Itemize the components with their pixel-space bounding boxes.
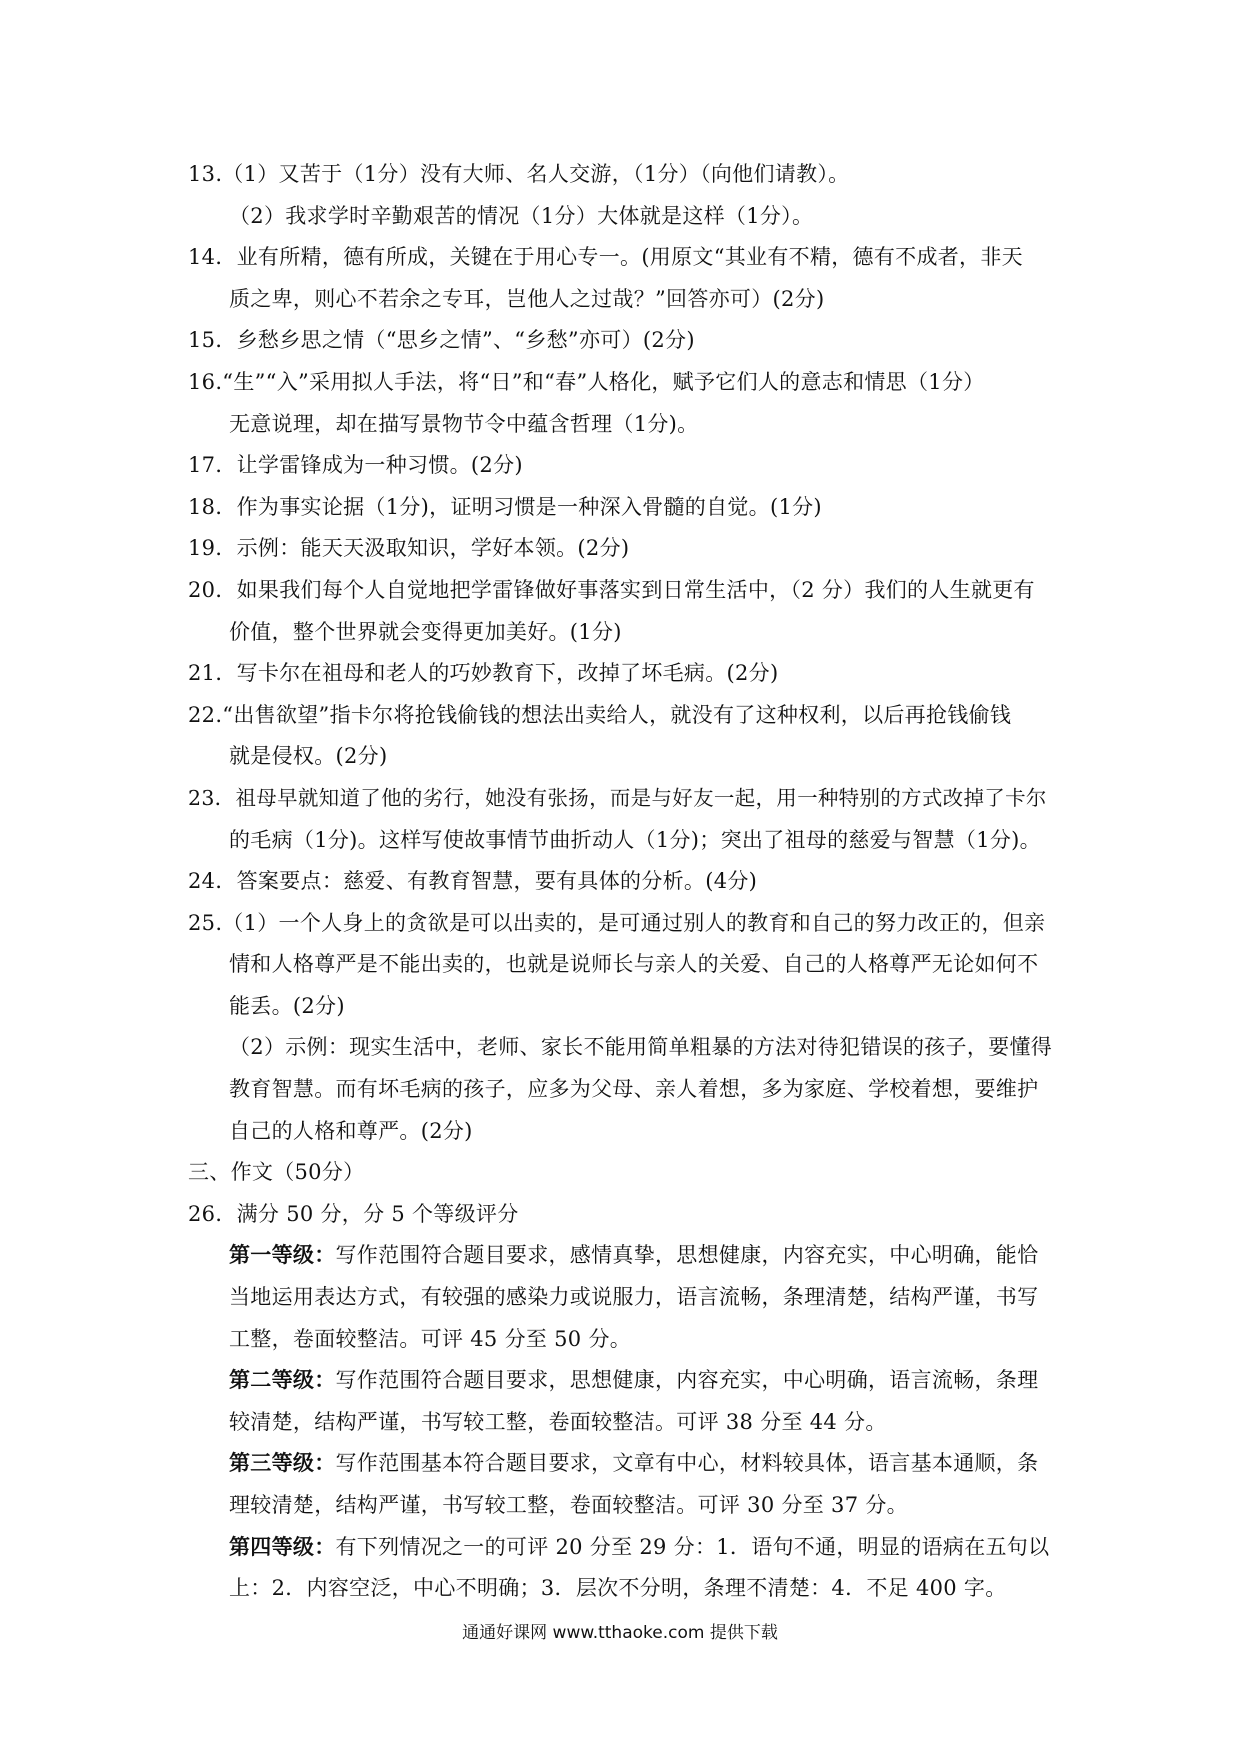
answer-21: 21．写卡尔在祖母和老人的巧妙教育下，改掉了坏毛病。(2分) [188,661,779,686]
answer-25-2-cont: 自己的人格和尊严。(2分) [229,1118,473,1143]
grade-4 [188,1527,1058,1569]
answer-25-2-cont: 教育智慧。而有坏毛病的孩子，应多为父母、亲人着想，多为家庭、学校着想，要维护 [229,1077,1039,1102]
grade-2-text: 写作范围符合题目要求，思想健康，内容充实，中心明确，语言流畅，条理 [335,1368,1039,1393]
grade-1-cont: 当地运用表达方式，有较强的感染力或说服力，语言流畅，条理清楚，结构严谨，书写 [229,1285,1039,1310]
grade-3-cont: 理较清楚，结构严谨，书写较工整，卷面较整洁。可评 30 分至 37 分。 [229,1493,908,1517]
grade-2 [188,1360,1058,1402]
answer-13-2: （2）我求学时辛勤艰苦的情况（1分）大体就是这样（1分）。 [229,203,814,228]
page-footer: 通通好课网 www.tthaoke.com 提供下载 [462,1623,778,1643]
grade-3 [188,1443,1058,1485]
section-heading-essay: 三、作文（50分） [188,1160,365,1185]
grade-2-cont: 较清楚，结构严谨，书写较工整，卷面较整洁。可评 38 分至 44 分。 [229,1409,887,1434]
grade-1-text: 写作范围符合题目要求，感情真挚，思想健康，内容充实，中心明确，能恰 [335,1243,1039,1268]
answer-26: 26．满分 50 分，分 5 个等级评分 [188,1201,519,1226]
grade-1-label: 第一等级： [229,1243,336,1268]
answer-17: 17．让学雷锋成为一种习惯。(2分) [188,453,523,478]
answer-key-content [188,154,1058,1610]
answer-18: 18．作为事实论据（1分)，证明习惯是一种深入骨髓的自觉。(1分) [188,494,822,519]
grade-3-label: 第三等级： [229,1451,336,1476]
answer-22-cont: 就是侵权。(2分) [229,744,388,769]
answer-24: 24．答案要点：慈爱、有教育智慧，要有具体的分析。(4分) [188,869,758,894]
answer-16: 16.“生”“入”采用拟人手法，将“日”和“春”人格化，赋予它们人的意志和情思（1分） [188,369,985,394]
answer-20: 20．如果我们每个人自觉地把学雷锋做好事落实到日常生活中，（2 分）我们的人生就更有 [188,577,1035,602]
answer-13-1: 13.（1）又苦于（1分）没有大师、名人交游，（1分）（向他们请教）。 [188,162,850,186]
answer-16-cont: 无意说理，却在描写景物节令中蕴含哲理（1分)。 [229,411,699,436]
grade-1-cont: 工整，卷面较整洁。可评 45 分至 50 分。 [229,1326,632,1351]
answer-14-cont: 质之卑，则心不若余之专耳，岂他人之过哉？”回答亦可）(2分) [229,286,825,311]
grade-4-text: 有下列情况之一的可评 20 分至 29 分：1．语句不通，明显的语病在五句以 [335,1534,1050,1559]
answer-23: 23．祖母早就知道了他的劣行，她没有张扬，而是与好友一起，用一种特别的方式改掉了卡尔 [188,785,1047,810]
answer-23-cont: 的毛病（1分)。这样写使故事情节曲折动人（1分)；突出了祖母的慈爱与智慧（1分)。 [229,827,1041,852]
answer-15: 15．乡愁乡思之情（“思乡之情”、“乡愁”亦可）(2分) [188,328,695,353]
answer-25-1-cont: 情和人格尊严是不能出卖的，也就是说师长与亲人的关爱、自己的人格尊严无论如何不 [229,952,1039,977]
grade-4-label: 第四等级： [229,1534,336,1559]
grade-4-cont: 上：2．内容空泛，中心不明确；3．层次不分明，条理不清楚：4．不足 400 字。 [229,1576,1007,1601]
answer-19: 19．示例：能天天汲取知识，学好本领。(2分) [188,536,630,561]
grade-1 [188,1235,1058,1277]
grade-2-label: 第二等级： [229,1368,336,1393]
answer-25-2: （2）示例：现实生活中，老师、家长不能用简单粗暴的方法对待犯错误的孩子，要懂得 [229,1035,1053,1060]
grade-3-text: 写作范围基本符合题目要求，文章有中心，材料较具体，语言基本通顺，条 [335,1451,1039,1476]
answer-25-1: 25.（1）一个人身上的贪欲是可以出卖的，是可通过别人的教育和自己的努力改正的，但亲 [188,910,1046,935]
answer-22: 22.“出售欲望”指卡尔将抢钱偷钱的想法出卖给人，就没有了这种权利，以后再抢钱偷钱 [188,702,1012,727]
answer-25-1-cont: 能丢。(2分) [229,993,345,1018]
answer-14: 14．业有所精，德有所成，关键在于用心专一。(用原文“其业有不精，德有不成者，非天 [188,245,1023,270]
answer-20-cont: 价值，整个世界就会变得更加美好。(1分) [229,619,622,644]
